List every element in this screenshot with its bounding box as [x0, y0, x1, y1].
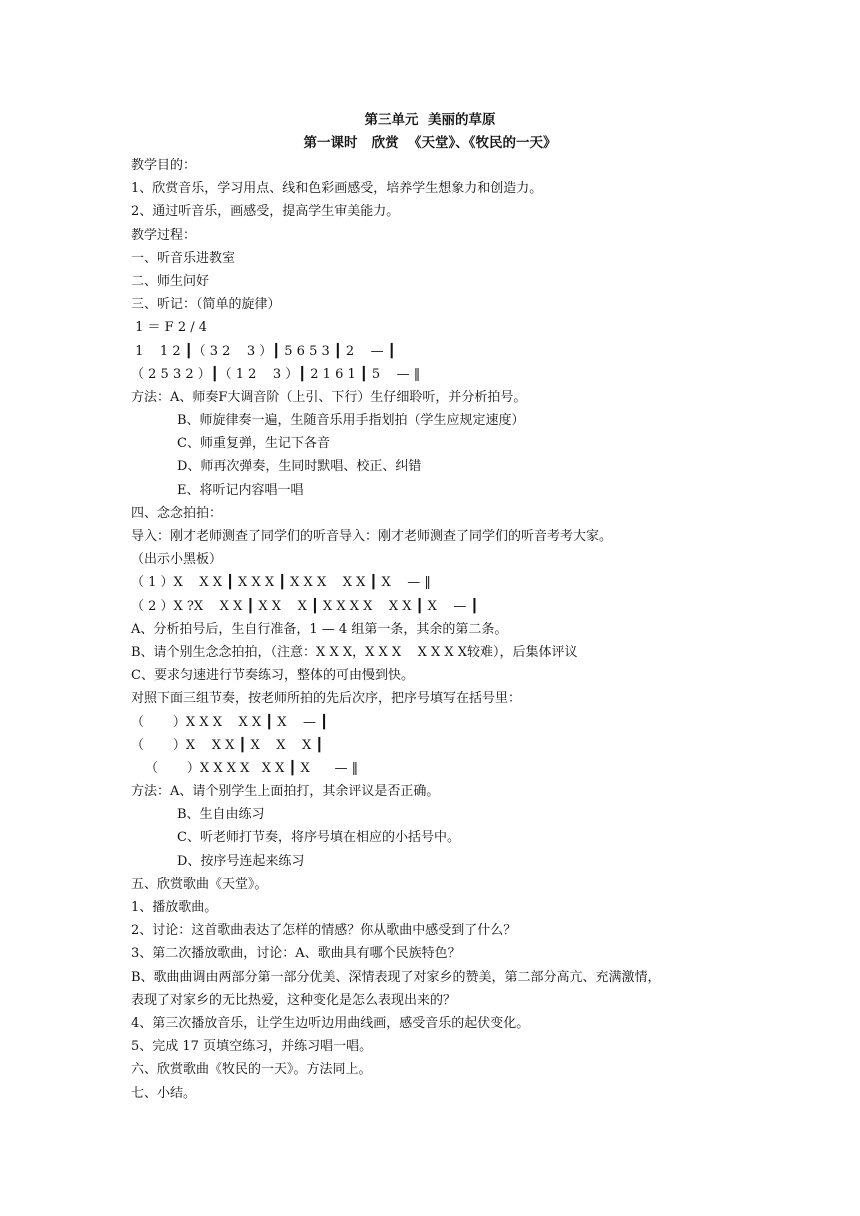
body-line: 方法：A、师奏F大调音阶（上引、下行）生仔细聆听，并分析拍号。: [131, 389, 527, 405]
body-line: 对照下面三组节奏，按老师所拍的先后次序，把序号填写在括号里：: [131, 691, 522, 707]
body-line: D、按序号连起来练习: [177, 853, 305, 869]
body-line: A、分析拍号后，生自行准备，1 — 4 组第一条，其余的第二条。: [131, 621, 508, 637]
body-line: （ ）X X X X X X ┃ X — ‖: [145, 760, 359, 776]
body-line: 方法：A、请个别学生上面拍打，其余评议是否正确。: [131, 784, 440, 800]
body-line: （ ）X X X ┃ X X X ┃: [131, 737, 324, 753]
body-line: 表现了对家乡的无比热爱，这种变化是怎么表现出来的？: [131, 992, 457, 1008]
body-line: 三、听记：（简单的旋律）: [131, 297, 281, 313]
body-line: 导入：刚才老师测查了同学们的听音导入：刚才老师测查了同学们的听音考考大家。: [131, 529, 613, 544]
body-line: 五、欣赏歌曲《天堂》。: [131, 876, 268, 892]
body-line: 2、通过听音乐，画感受，提高学生审美能力。: [131, 204, 400, 220]
body-line: 1、播放歌曲。: [131, 900, 218, 915]
body-line: 七、小结。: [131, 1085, 197, 1101]
lesson-body: [131, 154, 731, 1105]
body-line: （ 2 5 3 2 ）┃（ 1 2 3 ）┃ 2 1 6 1 ┃ 5 — ‖: [131, 366, 421, 382]
body-line: 1 1 2 ┃（ 3 2 3 ）┃ 5 6 5 3 ┃ 2 — ┃: [131, 343, 396, 359]
body-line: C、师重复弹，生记下各音: [177, 436, 330, 452]
body-line: 四、念念拍拍：: [131, 505, 223, 521]
body-line: （出示小黑板）: [131, 552, 223, 568]
body-line: 一、听音乐进教室: [131, 250, 236, 266]
body-line: 六、欣赏歌曲《牧民的一天》。方法同上。: [131, 1062, 372, 1078]
body-line: 3、第二次播放歌曲，讨论：A、歌曲具有哪个民族特色？: [131, 946, 461, 962]
body-line: B、歌曲曲调由两部分第一部分优美、深情表现了对家乡的赞美，第二部分高亢、充满激情，: [131, 969, 661, 985]
body-line: （ ）X X X X X ┃ X — ┃: [131, 714, 328, 730]
body-line: C、要求匀速进行节奏练习，整体的可由慢到快。: [131, 668, 414, 684]
body-line: 二、师生问好: [131, 273, 210, 289]
body-line: E、将听记内容唱一唱: [177, 482, 304, 498]
body-line: 1、欣赏音乐，学习用点、线和色彩画感受，培养学生想象力和创造力。: [131, 181, 543, 197]
body-line: （ 2 ）X ?X X X ┃ X X X ┃ X X X X X X ┃ X — ┃: [131, 598, 479, 614]
body-line: 1 ＝ F 2 / 4: [131, 320, 208, 336]
body-line: B、生自由练习: [177, 807, 265, 823]
body-line: C、听老师打节奏，将序号填在相应的小括号中。: [177, 830, 460, 846]
body-line: B、师旋律奏一遍，生随音乐用手指划拍（学生应规定速度）: [177, 413, 525, 429]
body-line: 2、讨论：这首歌曲表达了怎样的情感？你从歌曲中感受到了什么？: [131, 923, 517, 939]
body-line: B、请个别生念念拍拍，（注意：X X X，X X X X X X X较难），后集体评议: [131, 644, 578, 660]
lesson-title: 第一课时 欣赏 《天堂》、《牧民的一天》: [303, 135, 557, 151]
body-line: 5、完成 17 页填空练习，并练习唱一唱。: [131, 1039, 373, 1055]
body-line: 教学过程：: [131, 227, 197, 243]
body-line: 教学目的：: [131, 158, 197, 173]
body-line: （ 1 ）X X X ┃ X X X ┃ X X X X X ┃ X — ‖: [131, 575, 431, 591]
body-line: D、师再次弹奏，生同时默唱、校正、纠错: [177, 459, 422, 475]
body-line: 4、第三次播放音乐，让学生边听边用曲线画，感受音乐的起伏变化。: [131, 1015, 530, 1031]
unit-title: 第三单元 美丽的草原: [364, 112, 496, 128]
